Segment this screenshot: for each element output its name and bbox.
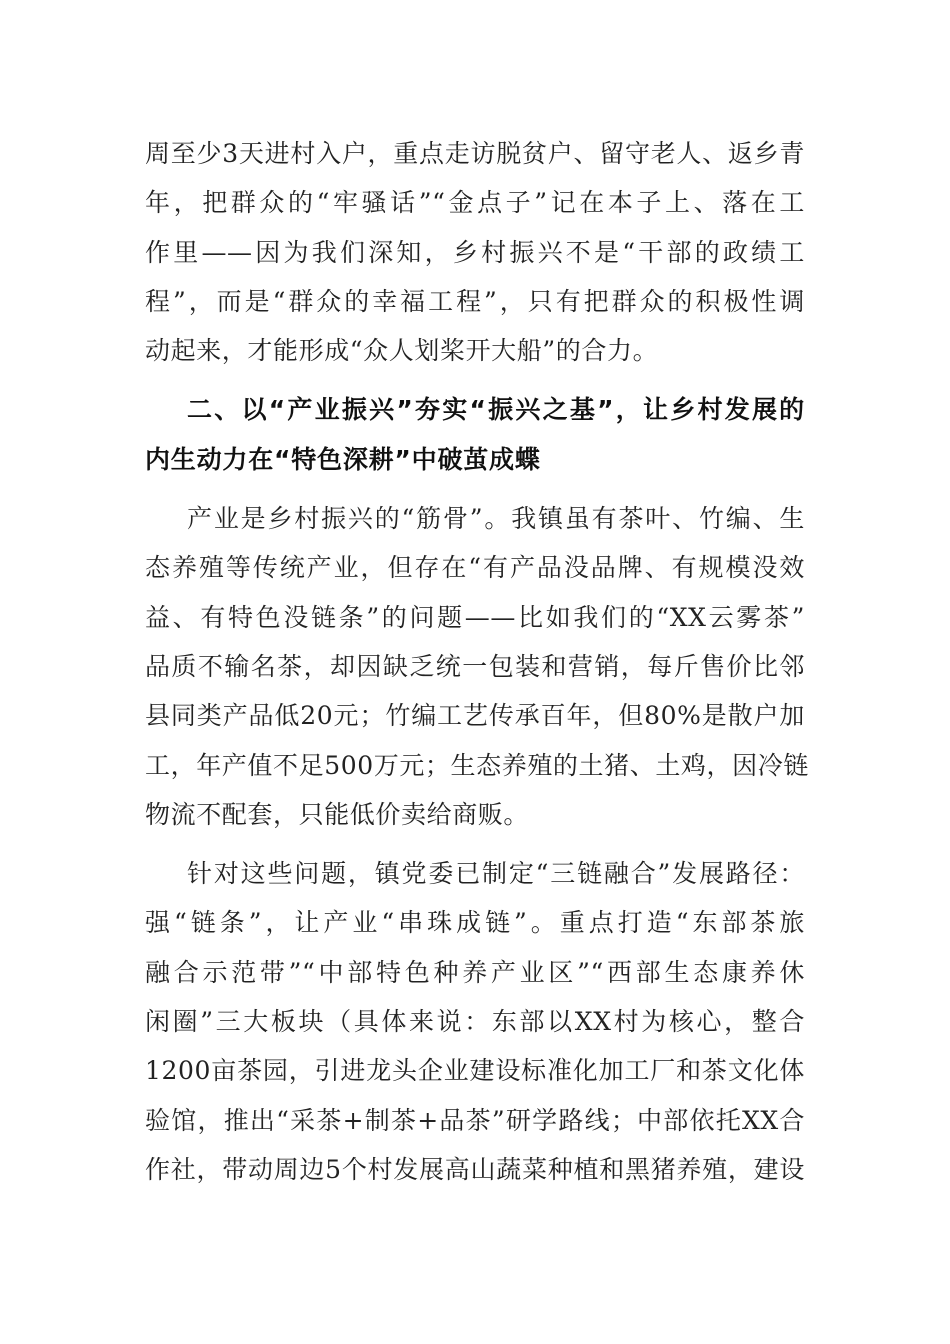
document-body: [145, 129, 809, 1194]
text-line: 融合示范带”“中部特色种养产业区”“西部生态康养休: [145, 957, 805, 987]
text-line: 物流不配套，只能低价卖给商贩。: [145, 799, 530, 829]
text-line: 动起来，才能形成“众人划桨开大船”的合力。: [145, 336, 659, 366]
text-line: 周至少3天进村入户，重点走访脱贫户、留守老人、返乡青: [145, 139, 805, 168]
heading-line: 二、以“产业振兴”夯实“振兴之基”，让乡村发展的: [187, 395, 805, 425]
text-line: 品质不输名茶，却因缺乏统一包装和营销，每斤售价比邻: [145, 651, 805, 681]
paragraph-strategy: [145, 849, 805, 1194]
heading-line: 内生动力在“特色深耕”中破茧成蝶: [145, 444, 541, 474]
text-line: 作里——因为我们深知，乡村振兴不是“干部的政绩工: [145, 237, 805, 267]
section-heading: [145, 385, 805, 484]
text-line: 年，把群众的“牢骚话”“金点子”记在本子上、落在工: [145, 188, 805, 218]
text-line: 益、有特色没链条”的问题——比如我们的“XX云雾茶”: [145, 602, 805, 632]
text-line: 1200亩茶园，引进龙头企业建设标准化加工厂和茶文化体: [145, 1056, 805, 1086]
text-line: 闲圈”三大板块（具体来说：东部以XX村为核心，整合: [145, 1007, 805, 1037]
text-line: 作社，带动周边5个村发展高山蔬菜种植和黑猪养殖，建设: [145, 1154, 805, 1184]
text-line: 强“链条”，让产业“串珠成链”。重点打造“东部茶旅: [145, 908, 805, 938]
text-line: 产业是乡村振兴的“筋骨”。我镇虽有茶叶、竹编、生: [187, 504, 805, 534]
text-line: 县同类产品低20元；竹编工艺传承百年，但80%是散户加: [145, 701, 805, 731]
text-line: 验馆，推出“采茶+制茶+品茶”研学路线；中部依托XX合: [145, 1105, 805, 1135]
text-line: 程”，而是“群众的幸福工程”，只有把群众的积极性调: [145, 286, 805, 316]
paragraph-continued: [145, 129, 805, 375]
text-line: 工，年产值不足500万元；生态养殖的土猪、土鸡，因冷链: [145, 750, 809, 780]
paragraph-industry: [145, 494, 809, 839]
text-line: 态养殖等传统产业，但存在“有产品没品牌、有规模没效: [145, 553, 805, 583]
text-line: 针对这些问题，镇党委已制定“三链融合”发展路径：: [187, 859, 805, 889]
